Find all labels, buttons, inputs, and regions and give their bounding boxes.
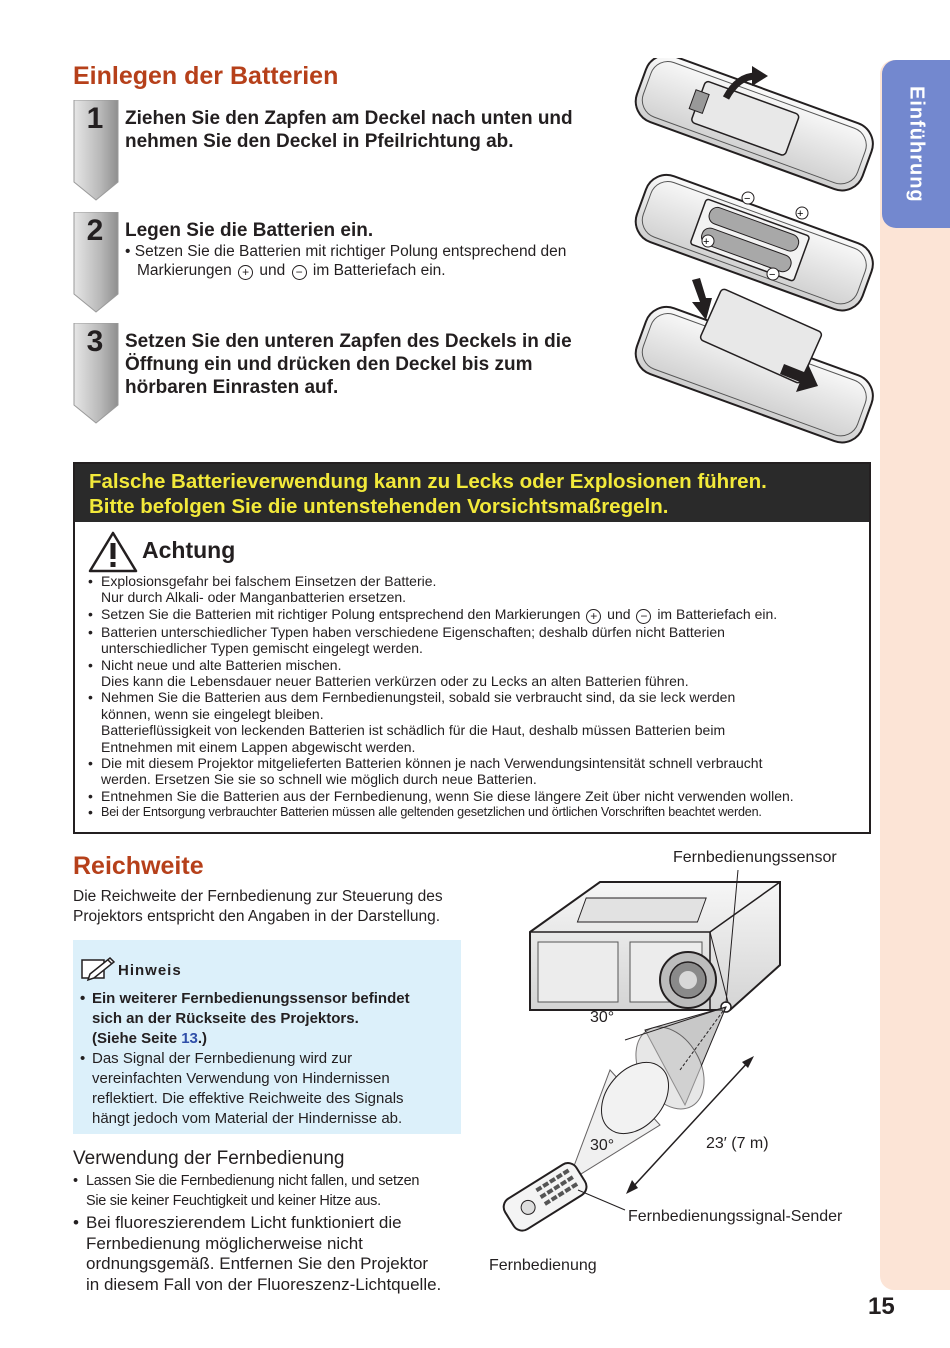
battery-insertion-illustration xyxy=(628,58,878,448)
list-item: • Setzen Sie die Batterien mit richtiger Polung entsprechend den Markierungen + und − im Batteriefach ein. xyxy=(88,606,863,624)
list-item: • Bei der Entsorgung verbrauchter Batterien müssen alle geltenden gesetzlichen und örtlichen Vorschriften beachtet werden. xyxy=(88,804,863,820)
step-number: 3 xyxy=(86,325,104,358)
range-intro: Die Reichweite der Fernbedienung zur Steuerung des Projektors entspricht den Angaben in der Darstellung. xyxy=(73,888,443,925)
list-item: • Nehmen Sie die Batterien aus dem Fernbedienungsteil, sobald sie verbraucht sind, da sie leck werden können, wenn sie eingelegt bleiben. Batterieflüssigkeit von leckenden Batterien ist schädlich für die Haut, deshalb müssen Batterien beim Entnehmen mit einem Lappen abgewischt werden. xyxy=(88,689,863,755)
warning-headline-line-1: Falsche Batterieverwendung kann zu Lecks oder Explosionen führen. xyxy=(89,470,767,493)
hint-list xyxy=(80,989,455,1129)
list-item: • Batterien unterschiedlicher Typen haben verschiedene Eigenschaften; deshalb dürfen nicht Batterien unterschiedlicher Typen gemischt eingelegt werden. xyxy=(88,624,863,657)
list-item: • Explosionsgefahr bei falschem Einsetzen der Batterie. Nur durch Alkali- oder Manganbatterien ersetzen. xyxy=(88,573,863,606)
caution-label: Achtung xyxy=(142,537,236,563)
warning-triangle-icon xyxy=(88,531,138,573)
caution-list xyxy=(88,573,863,821)
minus-icon: − xyxy=(292,265,307,280)
remote-control-illustration xyxy=(500,1159,590,1234)
step-3-text: Setzen Sie den unteren Zapfen des Deckels in die Öffnung ein und drücken den Deckel bis zum hörbaren Einrasten auf. xyxy=(125,331,572,398)
pencil-note-icon xyxy=(80,954,116,982)
step-2-text: Legen Sie die Batterien ein. xyxy=(125,220,374,241)
plus-icon: + xyxy=(238,265,253,280)
range-diagram xyxy=(490,860,880,1260)
svg-text:−: − xyxy=(769,269,776,281)
angle-label-top: 30° xyxy=(590,1009,615,1026)
side-tab-background xyxy=(880,60,950,1290)
svg-text:−: − xyxy=(744,193,751,205)
emitter-label: Fernbedienungssignal-Sender xyxy=(628,1208,843,1225)
step-marker-1 xyxy=(72,100,122,210)
step-1-text: Ziehen Sie den Zapfen am Deckel nach unten und nehmen Sie den Deckel in Pfeilrichtung ab. xyxy=(125,108,573,152)
usage-list xyxy=(73,1171,468,1295)
list-item: • Ein weiterer Fernbedienungssensor befindet sich an der Rückseite des Projektors. (Siehe Seite 13.) xyxy=(80,989,455,1049)
hint-title: Hinweis xyxy=(118,962,182,979)
section-title-range: Reichweite xyxy=(73,852,204,880)
sensor-label: Fernbedienungssensor xyxy=(673,849,837,866)
angle-label-bottom: 30° xyxy=(590,1137,615,1154)
step-number: 1 xyxy=(86,102,104,135)
list-item: • Das Signal der Fernbedienung wird zur vereinfachten Verwendung von Hindernissen reflektiert. Die effektive Reichweite des Signals hängt jedoch vom Material der Hindernisse ab. xyxy=(80,1049,455,1129)
step-marker-2 xyxy=(72,212,122,322)
svg-text:+: + xyxy=(703,236,710,248)
list-item: • Entnehmen Sie die Batterien aus der Fernbedienung, wenn Sie diese längere Zeit über nicht verwenden wollen. xyxy=(88,788,863,804)
usage-title: Verwendung der Fernbedienung xyxy=(73,1148,345,1169)
section-title-batteries: Einlegen der Batterien xyxy=(73,62,339,90)
remote-label: Fernbedienung xyxy=(489,1257,597,1274)
warning-headline-line-2: Bitte befolgen Sie die untenstehenden Vorsichtsmaßregeln. xyxy=(89,495,669,518)
page-link[interactable]: 13 xyxy=(181,1030,198,1047)
section-tab-label: Einführung xyxy=(905,85,928,203)
step-2-subtext: • Setzen Sie die Batterien mit richtiger Polung entsprechend den Markierungen + und − im Batteriefach ein. xyxy=(125,243,567,279)
list-item: • Lassen Sie die Fernbedienung nicht fallen, und setzen Sie sie keiner Feuchtigkeit und keiner Hitze aus. xyxy=(73,1171,468,1211)
projector-illustration xyxy=(530,882,780,1012)
list-item: • Bei fluoreszierendem Licht funktioniert die Fernbedienung möglicherweise nicht ordnungsgemäß. Entfernen Sie den Projektor in diesem Fall von der Fluoreszenz-Lichtquelle. xyxy=(73,1213,468,1295)
list-item: • Nicht neue und alte Batterien mischen. Dies kann die Lebensdauer neuer Batterien verkürzen oder zu Lecks an alten Batterien führen. xyxy=(88,657,863,690)
distance-label: 23′ (7 m) xyxy=(706,1135,769,1152)
minus-icon: − xyxy=(636,609,651,624)
page-number: 15 xyxy=(868,1293,895,1320)
step-number: 2 xyxy=(86,214,104,247)
step-marker-3 xyxy=(72,323,122,433)
svg-text:+: + xyxy=(797,208,804,220)
list-item: • Die mit diesem Projektor mitgelieferten Batterien können je nach Verwendungsintensität schnell verbraucht werden. Ersetzen Sie sie so schnell wie möglich durch neue Batterien. xyxy=(88,755,863,788)
plus-icon: + xyxy=(586,609,601,624)
